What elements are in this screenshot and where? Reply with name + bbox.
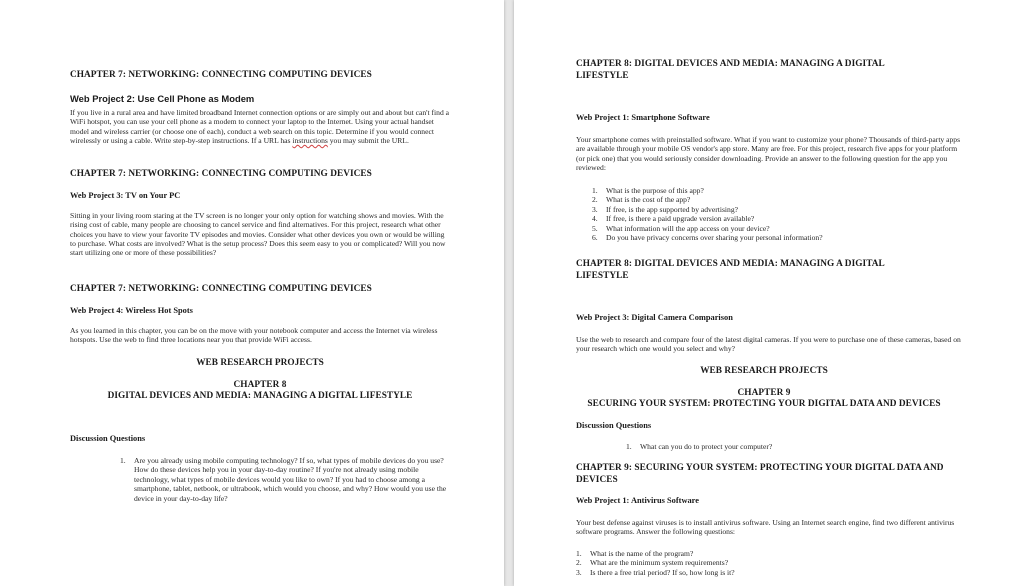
web-project-2-link[interactable]: instructions xyxy=(292,135,328,145)
list-text: If free, is the app supported by advertising? xyxy=(606,204,739,214)
discussion-questions-heading: Discussion Questions xyxy=(70,434,146,443)
web-project-3-title: Web Project 3: Digital Camera Comparison xyxy=(576,313,733,322)
list-item xyxy=(576,549,956,558)
list-item xyxy=(576,568,956,577)
antivirus-project-title: Web Project 1: Antivirus Software xyxy=(576,496,699,505)
list-number: 1. xyxy=(626,442,632,451)
list-item xyxy=(592,205,972,214)
web-project-2-text-b: you may submit the URL. xyxy=(327,135,409,145)
list-item xyxy=(592,214,972,223)
list-item xyxy=(626,442,966,451)
chapter-7-heading: CHAPTER 7: NETWORKING: CONNECTING COMPUTING DEVICES xyxy=(70,169,372,179)
antivirus-questions-list xyxy=(576,549,956,577)
discussion-list xyxy=(120,456,450,503)
web-project-2-text-a: If you live in a rural area and have limited broadband Internet connection options or are simply out and about but can't find a WiFi hotspot, you can use your cell phone as a modem to connect your laptop to the Internet. Using your actual handset model and wireless carrier (or choose one of each), conduct a web search on this topic. Determine if you would connect wirelessly or using a cable. Write step-by-step instructions. If a URL has xyxy=(70,108,450,145)
web-project-1-title: Web Project 1: Smartphone Software xyxy=(576,113,710,122)
chapter-8-heading: CHAPTER 8: DIGITAL DEVICES AND MEDIA: MANAGING A DIGITAL LIFESTYLE xyxy=(576,259,885,281)
web-project-2-body xyxy=(70,108,450,145)
list-number: 3. xyxy=(576,567,582,577)
chapter-9-heading: CHAPTER 9: SECURING YOUR SYSTEM: PROTECTING YOUR DIGITAL DATA AND DEVICES xyxy=(576,463,944,485)
chapter-8-number: CHAPTER 8 xyxy=(233,380,287,390)
web-research-heading: WEB RESEARCH PROJECTS xyxy=(700,366,828,376)
discussion-questions-heading: Discussion Questions xyxy=(576,421,652,430)
list-text: What are the minimum system requirements? xyxy=(590,558,729,568)
chapter-8-heading: CHAPTER 8: DIGITAL DEVICES AND MEDIA: MANAGING A DIGITAL LIFESTYLE xyxy=(576,59,885,81)
web-project-3-title: Web Project 3: TV on Your PC xyxy=(70,191,181,200)
web-project-3-body: Sitting in your living room staring at the TV screen is no longer your only option for watching shows and movies. With the rising cost of cable, many people are choosing to cancel service and find alternatives. For this project, research what other choices you have to view your favorite TV episodes and movies. Consider what other devices you own or would be willing to purchase. What costs are involved? What is the setup process? Does this seem easy to you or complicated? Will you now start utilizing one or more of these possibilities? xyxy=(70,211,446,258)
web-project-4-title: Web Project 4: Wireless Hot Spots xyxy=(70,306,193,315)
chapter-7-heading: CHAPTER 7: NETWORKING: CONNECTING COMPUTING DEVICES xyxy=(70,284,372,294)
web-project-2-title: Web Project 2: Use Cell Phone as Modem xyxy=(70,93,255,104)
list-number: 3. xyxy=(592,204,598,214)
antivirus-project-body: Your best defense against viruses is to install antivirus software. Using an Internet search engine, find two different antivirus software programs. Answer the following questions: xyxy=(576,518,955,537)
list-text: Do you have privacy concerns over sharing your personal information? xyxy=(606,233,823,243)
list-item xyxy=(592,224,972,233)
list-item xyxy=(592,195,972,204)
list-number: 4. xyxy=(592,214,598,224)
list-text: What is the name of the program? xyxy=(590,549,694,558)
web-project-1-body: Your smartphone comes with preinstalled software. What if you want to customize your phone? Thousands of third-party apps are available through your mobile OS vendor's app store. Many are free. For this project, research five apps for your platform (or pick one) that you would seriously consider downloading. Provide an answer to the following question for the app you reviewed: xyxy=(576,135,961,172)
chapter-7-heading: CHAPTER 7: NETWORKING: CONNECTING COMPUTING DEVICES xyxy=(70,70,372,80)
list-number: 2. xyxy=(592,195,598,205)
chapter-9-title: SECURING YOUR SYSTEM: PROTECTING YOUR DIGITAL DATA AND DEVICES xyxy=(587,399,941,409)
list-number: 2. xyxy=(576,558,582,568)
list-number: 5. xyxy=(592,223,598,233)
document-page-right[interactable] xyxy=(514,0,1024,586)
web-research-heading: WEB RESEARCH PROJECTS xyxy=(196,358,324,368)
web-project-3-body: Use the web to research and compare four of the latest digital cameras. If you were to purchase one of these cameras, based on your research which one would you select and why? xyxy=(576,335,961,354)
discussion-list xyxy=(626,442,966,451)
document-page-left[interactable] xyxy=(0,0,504,586)
list-number: 1. xyxy=(592,186,598,195)
list-item xyxy=(592,233,972,242)
list-text: If free, is there a paid upgrade version available? xyxy=(606,214,755,224)
chapter-9-number: CHAPTER 9 xyxy=(737,388,791,398)
list-item xyxy=(592,186,972,195)
list-text: Is there a free trial period? If so, how long is it? xyxy=(590,567,735,577)
list-number: 6. xyxy=(592,233,598,243)
chapter-8-title: DIGITAL DEVICES AND MEDIA: MANAGING A DIGITAL LIFESTYLE xyxy=(107,391,413,401)
list-item xyxy=(576,558,956,567)
web-project-4-body: As you learned in this chapter, you can be on the move with your notebook computer and access the Internet via wireless hotspots. Use the web to find three locations near you that provide WiFi access. xyxy=(70,326,438,345)
app-questions-list xyxy=(592,186,972,242)
list-item xyxy=(120,456,450,503)
list-number: 1. xyxy=(576,549,582,558)
list-number: 1. xyxy=(120,456,126,465)
list-text: What information will the app access on your device? xyxy=(606,223,770,233)
list-text: Are you already using mobile computing technology? If so, what types of mobile devices do you use? How do these devices help you in your day-to-day routine? If you're not already using mobile technology, what types of mobile devices would you like to own? If you had to choose among a smartphone, tablet, netbook, or ultrabook, which would you choose, and why? How would you use the device in your day-to-day life? xyxy=(134,456,447,503)
list-text: What is the cost of the app? xyxy=(606,195,691,205)
list-text: What is the purpose of this app? xyxy=(606,186,704,195)
list-text: What can you do to protect your computer? xyxy=(640,442,773,451)
